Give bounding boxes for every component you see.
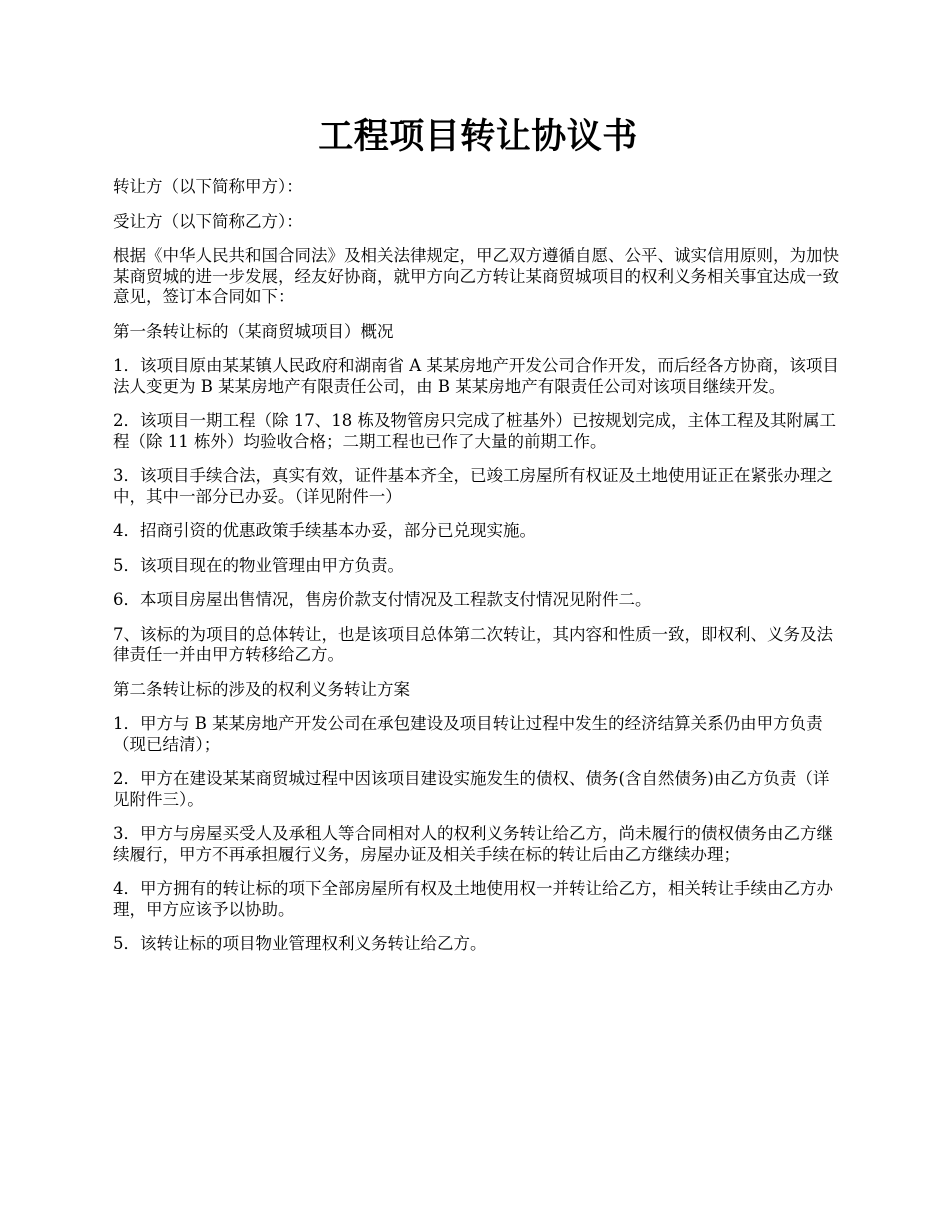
article-1-item-4: 4．招商引资的优惠政策手续基本办妥，部分已兑现实施。 — [113, 521, 536, 540]
article-1-item-2: 2．该项目一期工程（除 17、18 栋及物管房只完成了桩基外）已按规划完成，主体工程及其附属工程（除 11 栋外）均验收合格；二期工程也已作了大量的前期工作。 — [113, 411, 836, 451]
article-2-item-3: 3．甲方与房屋买受人及承租人等合同相对人的权利义务转让给乙方，尚未履行的债权债务由乙方继续履行，甲方不再承担履行义务，房屋办证及相关手续在标的转让后由乙方继续办理； — [113, 824, 833, 864]
document-title: 工程项目转让协议书 — [318, 116, 638, 157]
document-body — [113, 114, 843, 969]
transferor-line: 转让方（以下简称甲方）： — [113, 177, 303, 196]
article-1-item-3: 3．该项目手续合法，真实有效，证件基本齐全，已竣工房屋所有权证及土地使用证正在紧张办理之中，其中一部分已办妥。（详见附件一） — [113, 466, 833, 506]
article-2-item-5: 5．该转让标的项目物业管理权利义务转让给乙方。 — [113, 934, 487, 953]
article-1-item-7: 7、该标的为项目的总体转让，也是该项目总体第二次转让，其内容和性质一致，即权利、义务及法律责任一并由甲方转移给乙方。 — [113, 624, 833, 664]
article-1-item-1: 1．该项目原由某某镇人民政府和湖南省 A 某某房地产开发公司合作开发，而后经各方协商，该项目法人变更为 B 某某房地产有限责任公司，由 B 某某房地产有限责任公司对该项目继续开发。 — [113, 356, 839, 396]
article-2-heading: 第二条转让标的涉及的权利义务转让方案 — [113, 679, 410, 699]
article-1-heading: 第一条转让标的（某商贸城项目）概况 — [113, 321, 394, 341]
article-1-item-6: 6．本项目房屋出售情况，售房价款支付情况及工程款支付情况见附件二。 — [113, 590, 652, 609]
transferee-line: 受让方（以下简称乙方）： — [113, 211, 303, 231]
article-2-item-1: 1．甲方与 B 某某房地产开发公司在承包建设及项目转让过程中发生的经济结算关系仍由甲方负责（现已结清）； — [113, 714, 823, 754]
article-2-item-4: 4．甲方拥有的转让标的项下全部房屋所有权及土地使用权一并转让给乙方，相关转让手续由乙方办理，甲方应该予以协助。 — [113, 879, 833, 919]
article-2-item-2: 2．甲方在建设某某商贸城过程中因该项目建设实施发生的债权、债务(含自然债务)由乙方负责（详见附件三）。 — [113, 769, 830, 809]
article-1-item-5: 5．该项目现在的物业管理由甲方负责。 — [113, 555, 404, 575]
preamble-paragraph: 根据《中华人民共和国合同法》及相关法律规定，甲乙双方遵循自愿、公平、诚实信用原则，为加快某商贸城的进一步发展，经友好协商，就甲方向乙方转让某商贸城项目的权利义务相关事宜达成一致意见，签订本合同如下： — [113, 246, 839, 306]
